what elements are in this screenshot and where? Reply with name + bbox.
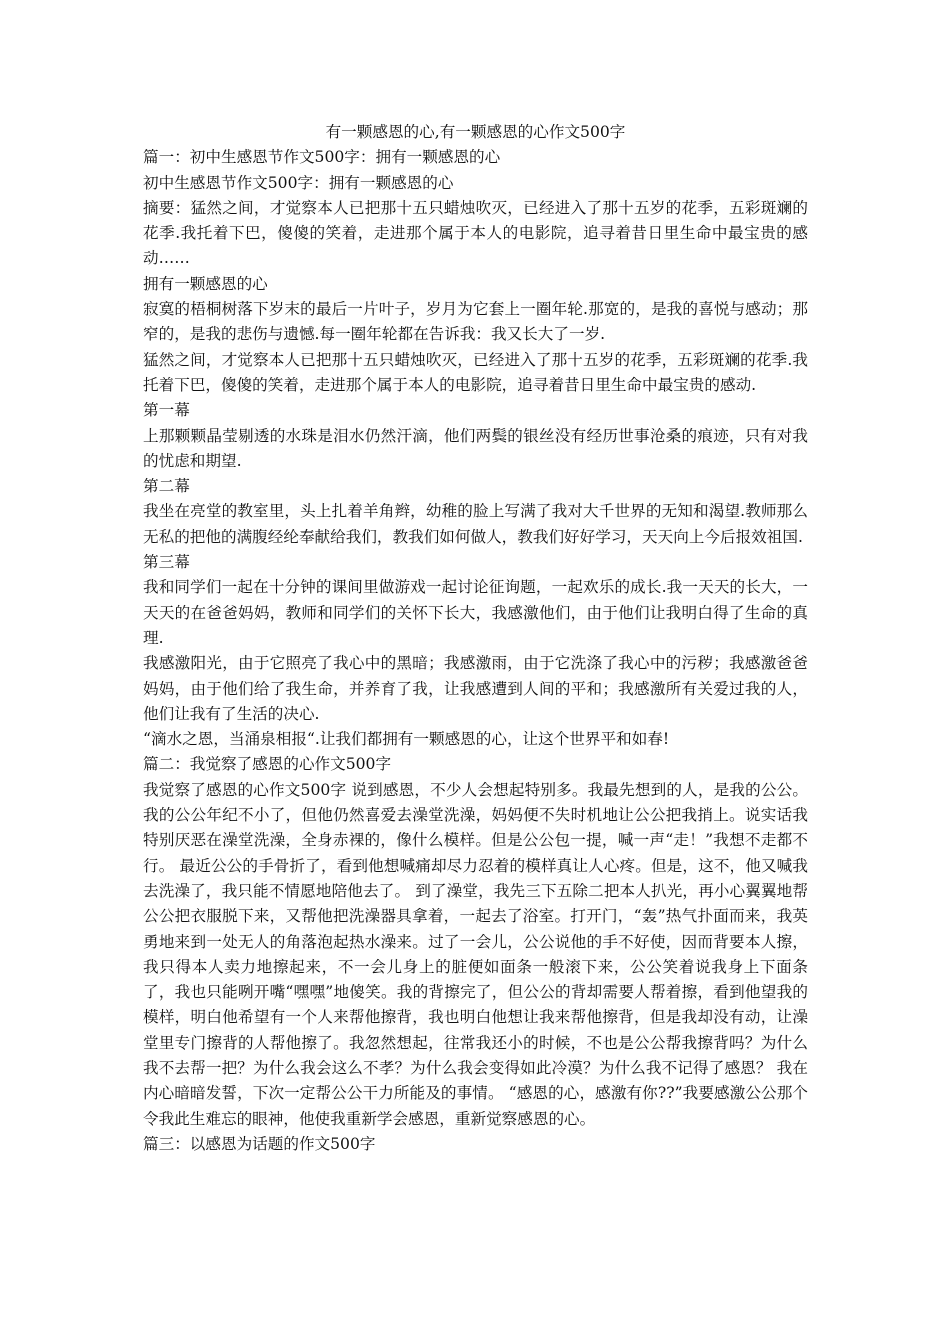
body-paragraph: 我感激阳光，由于它照亮了我心中的黑暗；我感激雨，由于它洗涤了我心中的污秽；我感激爸爸妈妈，由于他们给了我生命，并养育了我，让我感遭到人间的平和；我感激所有关爱过我的人，他们让我有了生活的决心. [143, 654, 808, 723]
section-heading: 篇二：我觉察了感恩的心作文500字 [143, 755, 392, 774]
body-paragraph: 寂寞的梧桐树落下岁末的最后一片叶子，岁月为它套上一圈年轮.那宽的，是我的喜悦与感动；那窄的，是我的悲伤与遗憾.每一圈年轮都在告诉我：我又长大了一岁. [143, 300, 808, 344]
body-paragraph: 上那颗颗晶莹剔透的水珠是泪水仍然汗滴，他们两鬓的银丝没有经历世事沧桑的痕迹，只有对我的忧虑和期望. [143, 426, 808, 470]
document-body [143, 120, 808, 1157]
section-heading: 篇三：以感恩为话题的作文500字 [143, 1134, 376, 1153]
section-heading: 篇一：初中生感恩节作文500字：拥有一颗感恩的心 [143, 148, 501, 167]
body-paragraph: 我和同学们一起在十分钟的课间里做游戏一起讨论征询题，一起欢乐的成长.我一天天的长大，一天天的在爸爸妈妈，教师和同学们的关怀下长大，我感激他们，由于他们让我明白得了生命的真理. [143, 578, 808, 647]
act-heading: 第二幕 [143, 477, 190, 496]
body-paragraph: “滴水之恩，当涌泉相报“.让我们都拥有一颗感恩的心，让这个世界平和如春! [143, 730, 670, 749]
body-paragraph: 我坐在亮堂的教室里，头上扎着羊角辫，幼稚的脸上写满了我对大千世界的无知和渴望.教师那么无私的把他的满腹经纶奉献给我们，教我们如何做人，教我们好好学习，天天向上今后报效祖国. [143, 502, 808, 546]
essay-heading: 初中生感恩节作文500字：拥有一颗感恩的心 [143, 173, 454, 192]
document-title: 有一颗感恩的心,有一颗感恩的心作文500字 [325, 123, 626, 141]
act-heading: 第三幕 [143, 553, 190, 572]
abstract-paragraph: 摘要：猛然之间，才觉察本人已把那十五只蜡烛吹灭，已经进入了那十五岁的花季，五彩斑斓的花季.我托着下巴，傻傻的笑着，走进那个属于本人的电影院，追寻着昔日里生命中最宝贵的感动…… [143, 198, 808, 268]
essay-subtitle: 拥有一颗感恩的心 [143, 274, 268, 293]
act-heading: 第一幕 [143, 401, 190, 420]
body-paragraph: 我觉察了感恩的心作文500字 说到感恩，不少人会想起特别多。我最先想到的人，是我的公公。 我的公公年纪不小了，但他仍然喜爱去澡堂洗澡，妈妈便不失时机地让公公把我捎上。说实话我特别厌恶在澡堂洗澡，全身赤裸的，像什么模样。但是公公包一提，喊一声“走！”我想不走都不行。 最近公公的手骨折了，看到他想喊痛却尽力忍着的模样真让人心疼。但是，这不，他又喊我去洗澡了，我只能不情愿地陪他去了。 到了澡堂，我先三下五除二把本人扒光，再小心翼翼地帮公公把衣服脱下来，又帮他把洗澡器具拿着，一起去了浴室。打开门，“轰”热气扑面而来，我英勇地来到一处无人的角落泡起热水澡来。过了一会儿，公公说他的手不好使，因而背要本人擦，我只得本人卖力地擦起来，不一会儿身上的脏便如面条一般滚下来，公公笑着说我身上下面条了，我也只能咧开嘴“嘿嘿”地傻笑。我的背擦完了，但公公的背却需要人帮着擦，看到他望我的模样，明白他希望有一个人来帮他擦背，我也明白他想让我来帮他擦背，但是我却没有动，让澡堂里专门擦背的人帮他擦了。我忽然想起，往常我还小的时候，不也是公公帮我擦背吗？为什么我不去帮一把？为什么我会这么不孝？为什么我会变得如此冷漠？为什么我不记得了感恩？ 我在内心暗暗发誓，下次一定帮公公干力所能及的事情。 “感恩的心，感激有你??”我要感激公公那个令我此生难忘的眼神，他使我重新学会感恩，重新觉察感恩的心。 [143, 780, 808, 1128]
body-paragraph: 猛然之间，才觉察本人已把那十五只蜡烛吹灭，已经进入了那十五岁的花季，五彩斑斓的花季.我托着下巴，傻傻的笑着，走进那个属于本人的电影院，追寻着昔日里生命中最宝贵的感动. [143, 350, 808, 394]
